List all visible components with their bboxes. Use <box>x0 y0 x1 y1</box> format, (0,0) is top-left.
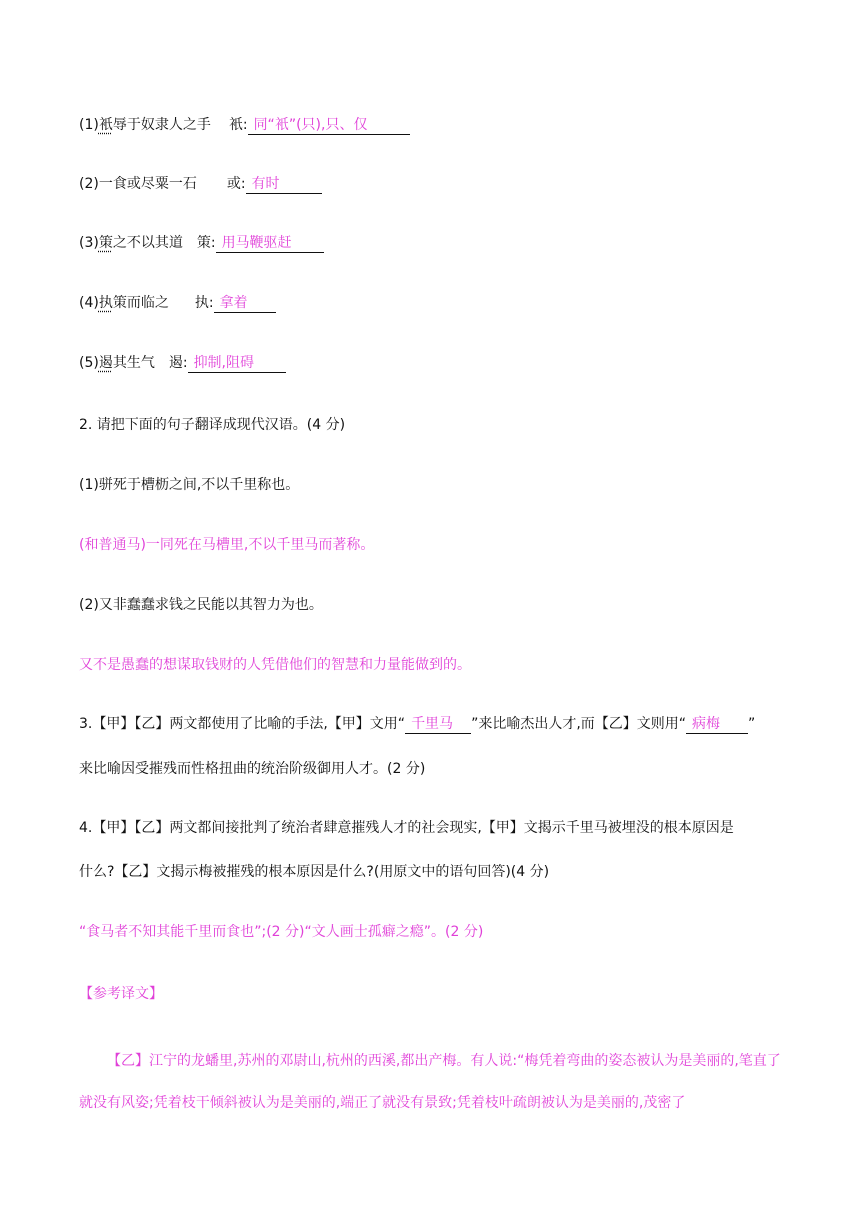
item-key: 或: <box>226 176 246 192</box>
key-word: 执 <box>98 295 113 311</box>
answer-blank: 病梅 <box>686 715 748 734</box>
question-4-line-2: 什么?【乙】文揭示梅被摧残的根本原因是什么?(用原文中的语句回答)(4 分) <box>79 864 550 880</box>
item-number: (5) <box>79 355 99 371</box>
item-key: 遏: <box>168 355 188 371</box>
item-text: 之不以其道 <box>112 235 183 251</box>
key-word: 遏 <box>98 355 113 371</box>
item-text: 一食或尽粟一石 <box>98 176 197 192</box>
reference-title: 【参考译文】 <box>79 986 163 1002</box>
item-number: (4) <box>79 295 99 311</box>
item-5 <box>79 353 286 373</box>
answer-blank: 有时 <box>246 175 322 194</box>
question-2-title: 2. 请把下面的句子翻译成现代汉语。(4 分) <box>79 417 346 433</box>
sentence-2: (2)又非蠢蠢求钱之民能以其智力为也。 <box>79 597 323 613</box>
answer-blank: 拿着 <box>214 294 276 313</box>
question-3 <box>79 714 755 734</box>
item-key: 策: <box>196 235 216 251</box>
key-word: 衹 <box>98 117 113 133</box>
question-3-text: ” <box>748 716 756 732</box>
item-key: 执: <box>194 295 214 311</box>
answer-blank: 千里马 <box>405 715 471 734</box>
question-3-line-2: 来比喻因受摧残而性格扭曲的统治阶级御用人才。(2 分) <box>79 761 426 777</box>
key-word: 策 <box>98 235 113 251</box>
answer-blank: 用马鞭驱赶 <box>216 234 324 253</box>
item-text: 策而临之 <box>112 295 169 311</box>
item-number: (1) <box>79 117 99 133</box>
question-3-text: 3.【甲】【乙】两文都使用了比喻的手法,【甲】文用“ <box>79 716 406 732</box>
item-text: 辱于奴隶人之手 <box>112 117 211 133</box>
question-4-answer: “食马者不知其能千里而食也”;(2 分)“文人画士孤癖之瘾”。(2 分) <box>79 924 484 940</box>
item-key: 衹: <box>228 117 248 133</box>
reference-paragraph: 【乙】江宁的龙蟠里,苏州的邓尉山,杭州的西溪,都出产梅。有人说:“梅凭着弯曲的姿态被认为是美丽的,笔直了就没有风姿;凭着枝干倾斜被认为是美丽的,端正了就没有景致;凭着枝叶疏朗被认为是美丽的,茂密了 <box>79 1053 781 1111</box>
item-number: (3) <box>79 235 99 251</box>
sentence-1: (1)骈死于槽枥之间,不以千里称也。 <box>79 477 300 493</box>
item-4 <box>79 293 276 313</box>
item-1 <box>79 115 410 135</box>
question-4-line-1: 4.【甲】【乙】两文都间接批判了统治者肆意摧残人才的社会现实,【甲】文揭示千里马被埋没的根本原因是 <box>79 820 734 836</box>
answer-blank: 同“衹”(只),只、仅 <box>248 116 410 135</box>
item-2 <box>79 174 322 194</box>
answer-blank: 抑制,阻碍 <box>188 354 286 373</box>
item-3 <box>79 233 324 253</box>
item-text: 其生气 <box>112 355 155 371</box>
question-3-text: ”来比喻杰出人才,而【乙】文则用“ <box>471 716 687 732</box>
item-number: (2) <box>79 176 99 192</box>
translation-2: 又不是愚蠢的想谋取钱财的人凭借他们的智慧和力量能做到的。 <box>79 657 471 673</box>
translation-1: (和普通马)一同死在马槽里,不以千里马而著称。 <box>79 537 375 553</box>
